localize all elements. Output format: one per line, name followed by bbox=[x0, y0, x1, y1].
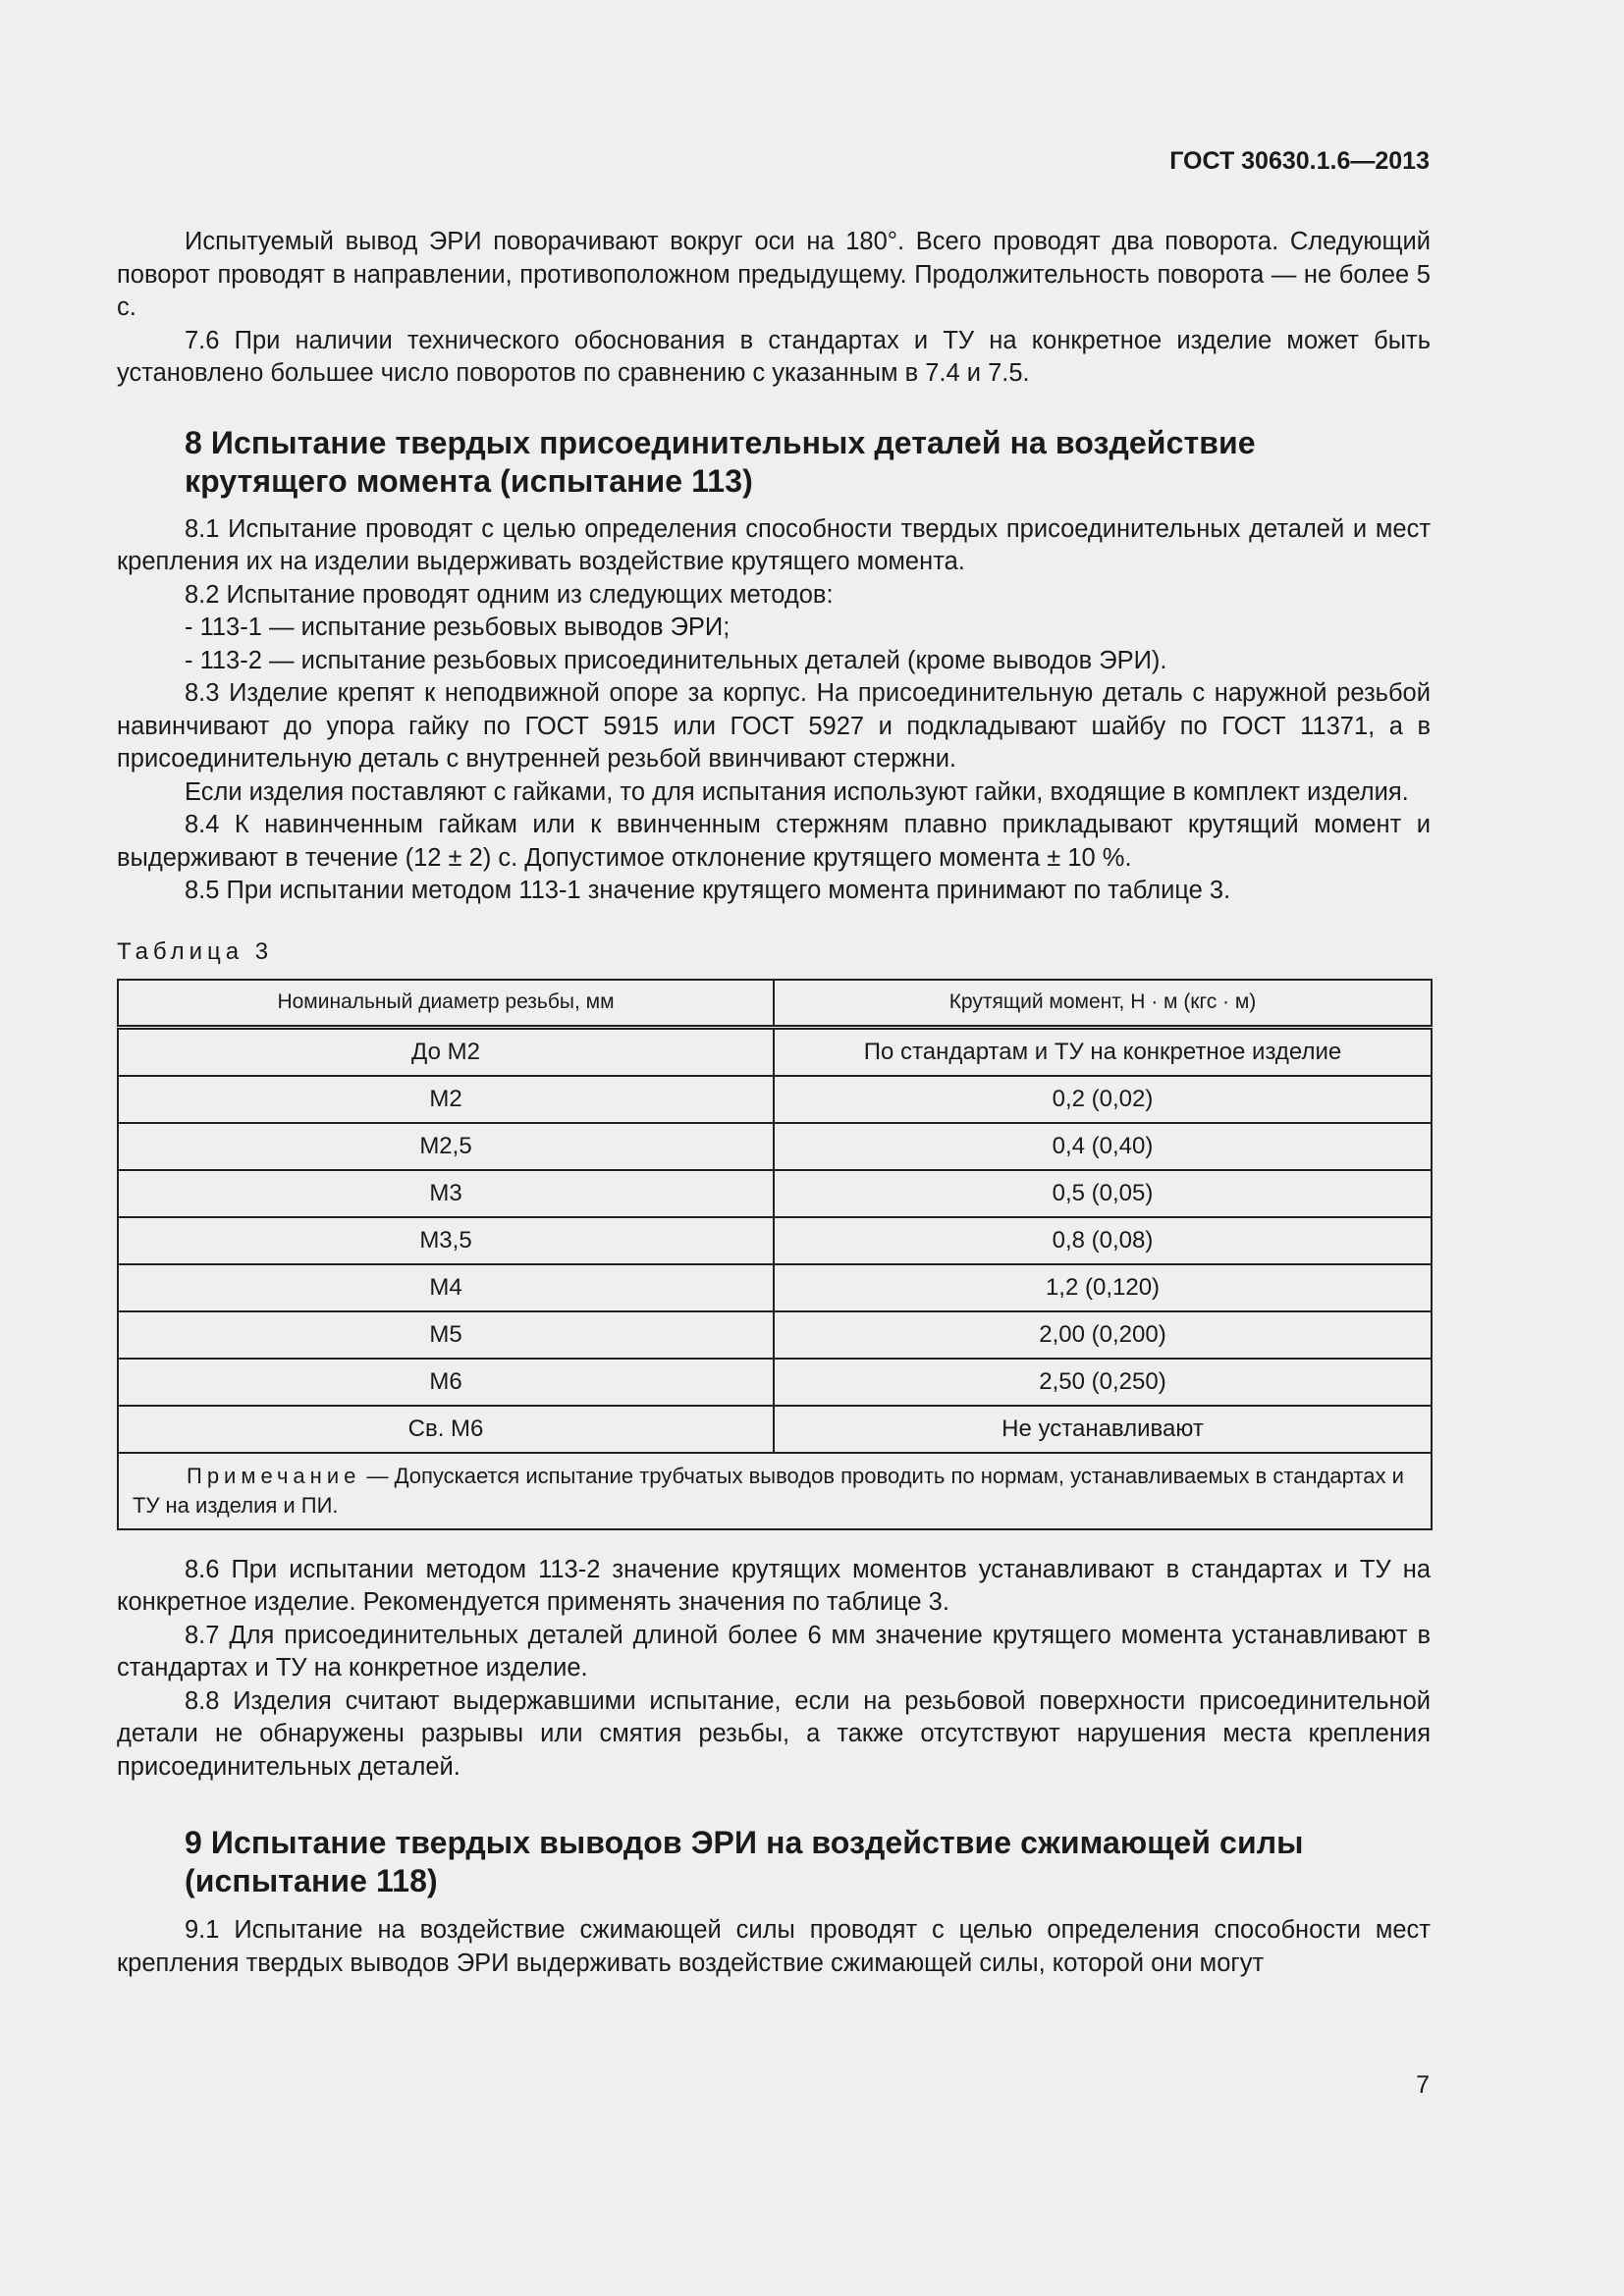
document-id-header: ГОСТ 30630.1.6—2013 bbox=[1169, 147, 1430, 175]
table-cell: 2,50 (0,250) bbox=[774, 1359, 1432, 1406]
table-cell: 0,8 (0,08) bbox=[774, 1217, 1432, 1264]
paragraph-8-6: 8.6 При испытании методом 113-2 значение крутящих моментов устанавливают в стандартах и ТУ на конкретное изделие. Рекомендуется применять значения по таблице 3. bbox=[117, 1555, 1431, 1616]
section-8-heading: 8 Испытание твердых присоединительных деталей на воздействие крутящего момента (испытание 113) bbox=[185, 424, 1256, 499]
table-cell: 2,00 (0,200) bbox=[774, 1311, 1432, 1359]
table-cell: М4 bbox=[118, 1264, 774, 1311]
table-cell: 0,4 (0,40) bbox=[774, 1123, 1432, 1170]
table-row bbox=[118, 1076, 1432, 1123]
table-cell: М3,5 bbox=[118, 1217, 774, 1264]
column-header: Номинальный диаметр резьбы, мм bbox=[118, 980, 774, 1028]
table-cell: М3 bbox=[118, 1170, 774, 1217]
table-cell: М5 bbox=[118, 1311, 774, 1359]
paragraph-7-6: 7.6 При наличии технического обоснования в стандартах и ТУ на конкретное изделие может быть установлено большее число поворотов по сравнению с указанным в 7.4 и 7.5. bbox=[117, 326, 1431, 387]
table-note bbox=[118, 1453, 1432, 1529]
table-cell: По стандартам и ТУ на конкретное изделие bbox=[774, 1027, 1432, 1076]
table-header-row bbox=[118, 980, 1432, 1028]
table-cell: 0,2 (0,02) bbox=[774, 1076, 1432, 1123]
table-cell: Св. М6 bbox=[118, 1406, 774, 1453]
paragraph-8-2: 8.2 Испытание проводят одним из следующих методов: bbox=[185, 580, 834, 609]
section-9-heading: 9 Испытание твердых выводов ЭРИ на воздействие сжимающей силы (испытание 118) bbox=[185, 1825, 1304, 1898]
table-row bbox=[118, 1406, 1432, 1453]
column-header: Крутящий момент, Н · м (кгс · м) bbox=[774, 980, 1432, 1028]
table-cell: М2 bbox=[118, 1076, 774, 1123]
table-row bbox=[118, 1264, 1432, 1311]
method-item: - 113-1 — испытание резьбовых выводов ЭРИ; bbox=[185, 614, 731, 641]
table-note-row bbox=[118, 1453, 1432, 1529]
paragraph-8-1: 8.1 Испытание проводят с целью определения способности твердых присоединительных деталей и мест крепления их на изделии выдерживать воздействие крутящего момента. bbox=[117, 514, 1431, 575]
table-cell: М2,5 bbox=[118, 1123, 774, 1170]
table-row bbox=[118, 1027, 1432, 1076]
table-cell: М6 bbox=[118, 1359, 774, 1406]
note-text: — Допускается испытание трубчатых выводов проводить по нормам, устанавливаемых в стандартах и ТУ на изделия и ПИ. bbox=[133, 1463, 1404, 1518]
table-row bbox=[118, 1311, 1432, 1359]
paragraph-8-8: 8.8 Изделия считают выдержавшими испытание, если на резьбовой поверхности присоединительной детали не обнаружены разрывы или смятия резьбы, а также отсутствуют нарушения места крепления присоединительных деталей. bbox=[117, 1686, 1431, 1781]
table-row bbox=[118, 1123, 1432, 1170]
torque-table bbox=[117, 979, 1433, 1530]
table-caption: Таблица 3 bbox=[117, 937, 274, 965]
paragraph-8-3-continued: Если изделия поставляют с гайками, то для испытания используют гайки, входящие в комплект изделия. bbox=[185, 777, 1409, 806]
paragraph-7-5-continued: Испытуемый вывод ЭРИ поворачивают вокруг оси на 180°. Всего проводят два поворота. Следующий поворот проводят в направлении, противоположном предыдущему. Продолжительность поворота — не более 5 с. bbox=[117, 228, 1431, 321]
paragraph-8-4: 8.4 К навинченным гайкам или к ввинченным стержням плавно прикладывают крутящий момент и выдерживают в течение (12 ± 2) с. Допустимое отклонение крутящего момента ± 10 %. bbox=[117, 811, 1431, 872]
table-cell: 1,2 (0,120) bbox=[774, 1264, 1432, 1311]
note-label: Примечание bbox=[187, 1463, 361, 1488]
table-cell: Не устанавливают bbox=[774, 1406, 1432, 1453]
table-row bbox=[118, 1170, 1432, 1217]
page-number: 7 bbox=[1416, 2071, 1430, 2099]
page-content bbox=[117, 226, 1431, 1980]
paragraph-9-1: 9.1 Испытание на воздействие сжимающей силы проводят с целью определения способности мест крепления твердых выводов ЭРИ выдерживать воздействие сжимающей силы, которой они могут bbox=[117, 1916, 1431, 1977]
method-item: - 113-2 — испытание резьбовых присоединительных деталей (кроме выводов ЭРИ). bbox=[185, 646, 1167, 674]
table-row bbox=[118, 1217, 1432, 1264]
table-cell: До М2 bbox=[118, 1027, 774, 1076]
paragraph-8-7: 8.7 Для присоединительных деталей длиной более 6 мм значение крутящего момента устанавливают в стандартах и ТУ на конкретное изделие. bbox=[117, 1621, 1431, 1682]
table-cell: 0,5 (0,05) bbox=[774, 1170, 1432, 1217]
table-row bbox=[118, 1359, 1432, 1406]
paragraph-8-5: 8.5 При испытании методом 113-1 значение крутящего момента принимают по таблице 3. bbox=[185, 877, 1231, 904]
paragraph-8-3: 8.3 Изделие крепят к неподвижной опоре за корпус. На присоединительную деталь с наружной резьбой навинчивают до упора гайку по ГОСТ 5915 или ГОСТ 5927 и подкладывают шайбу по ГОСТ 11371, а в присоединительную деталь с внутренней резьбой ввинчивают стержни. bbox=[117, 679, 1431, 773]
